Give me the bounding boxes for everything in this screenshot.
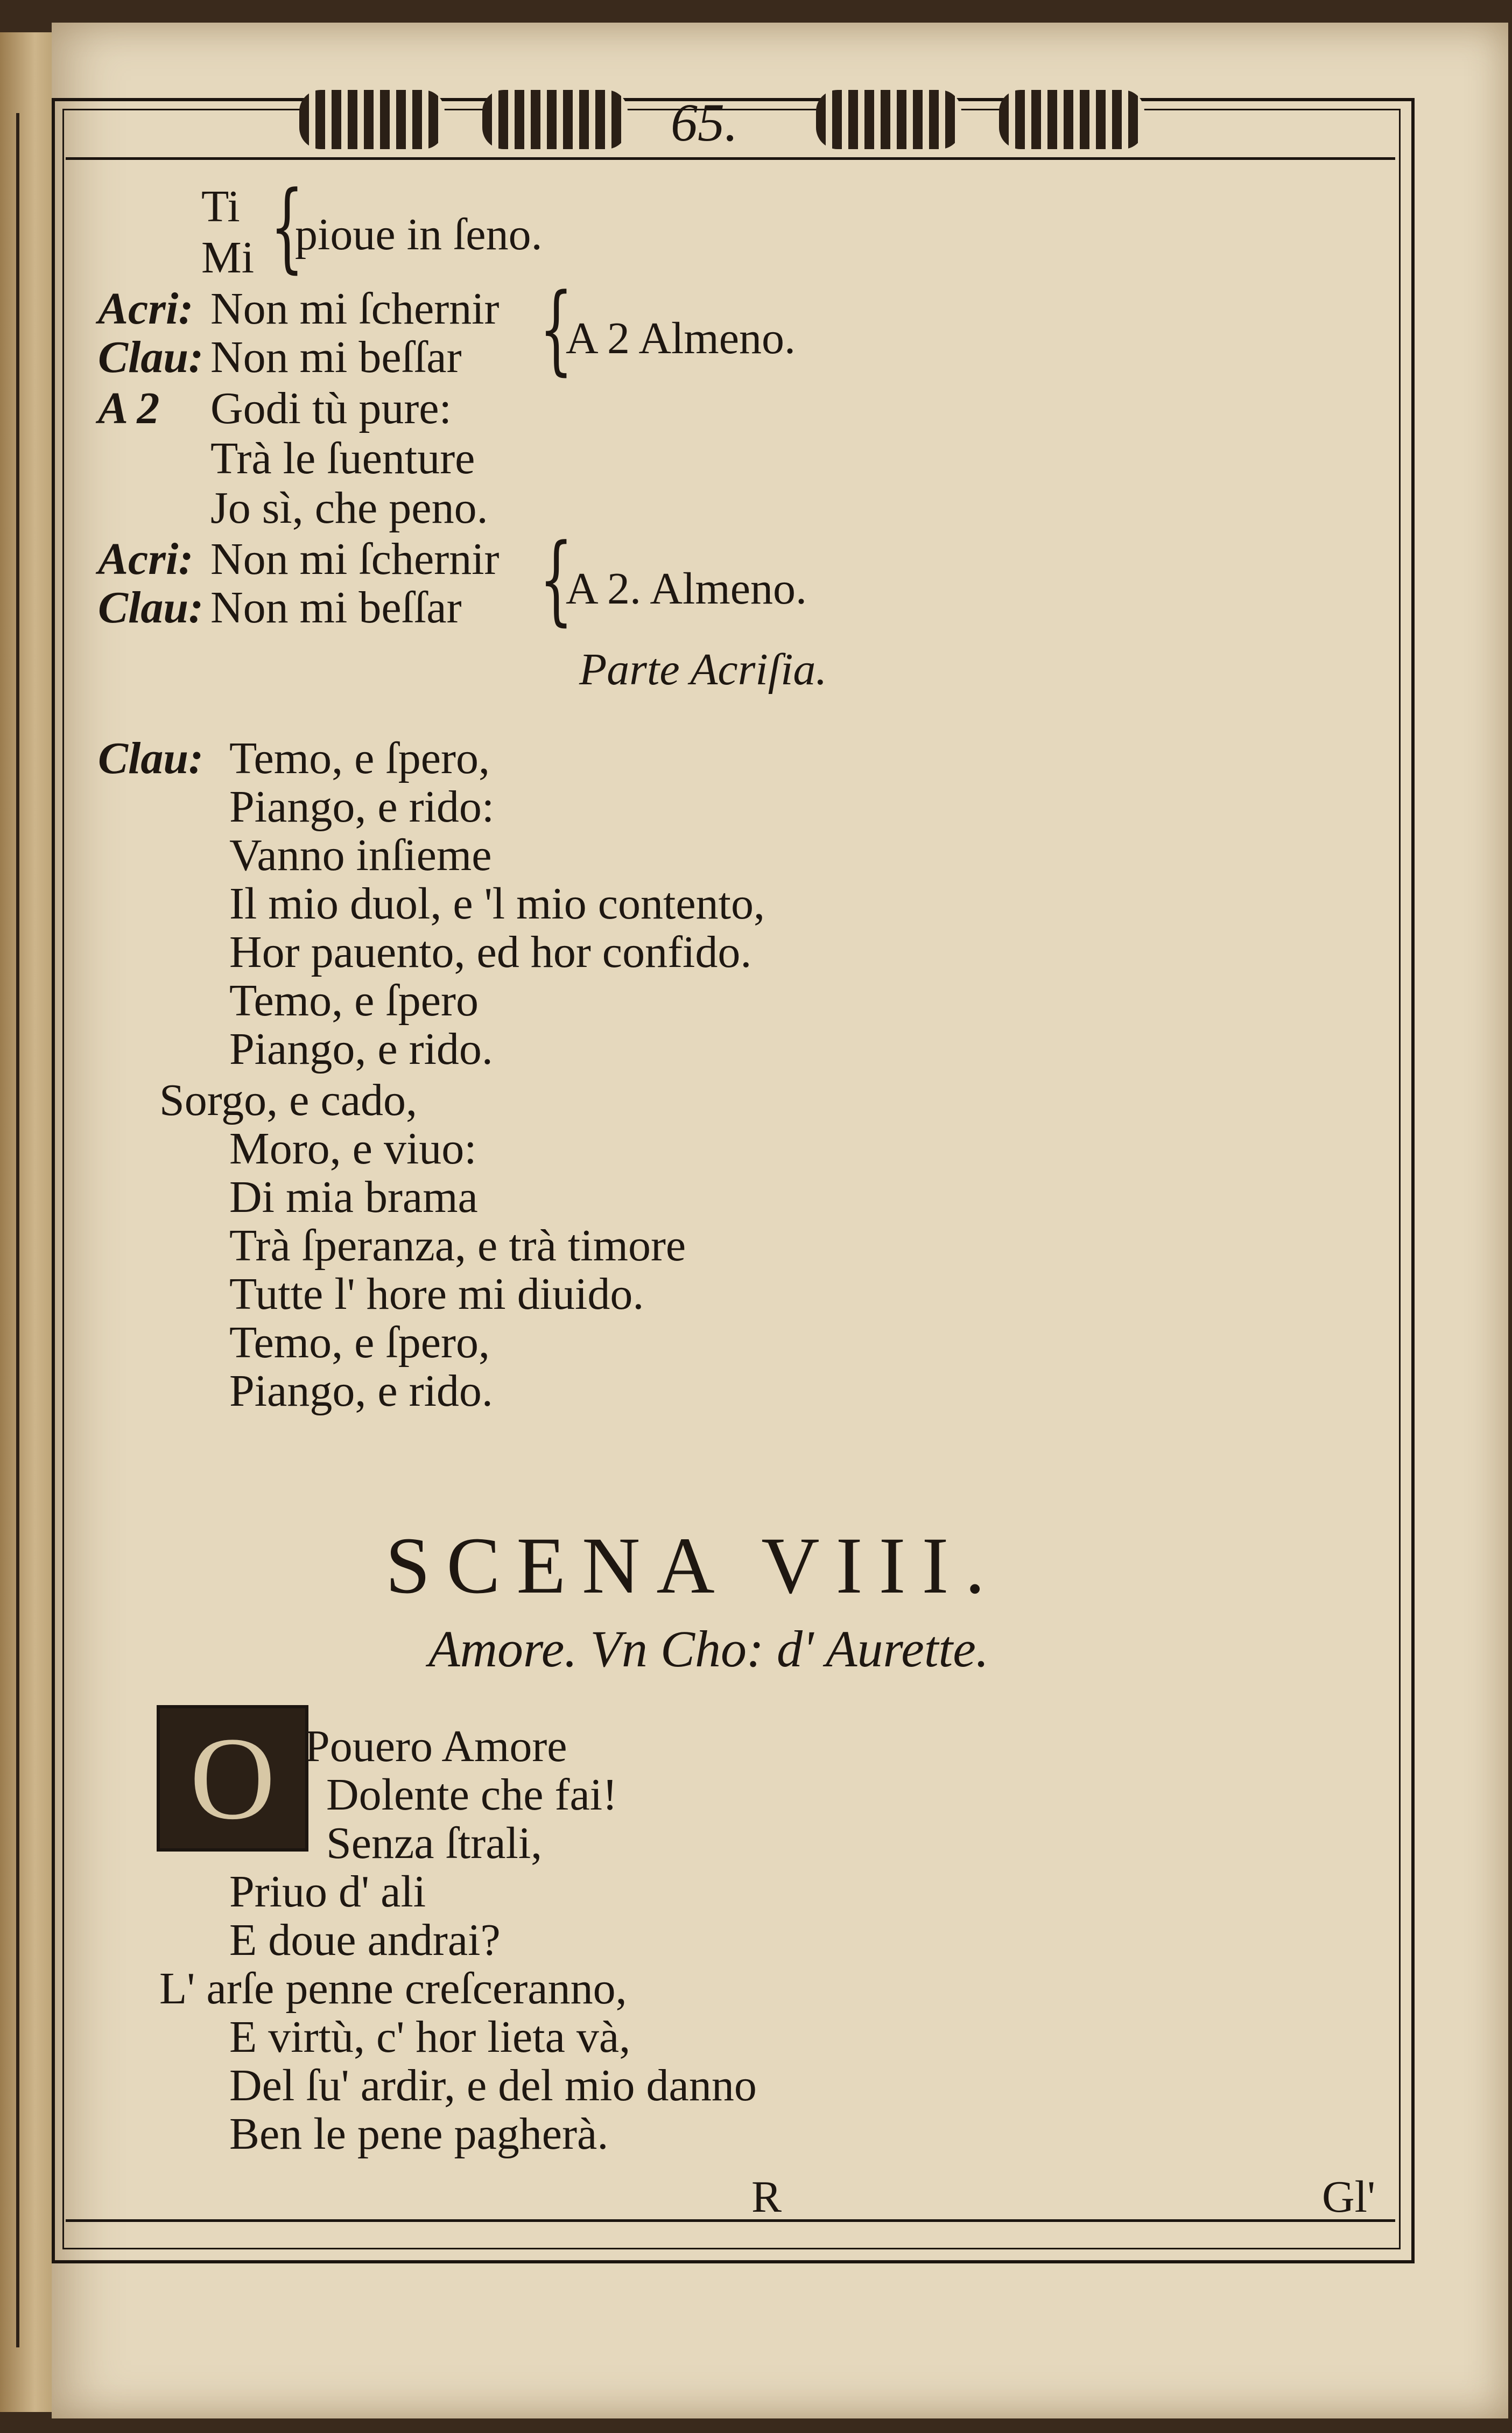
footer-rule [66,2219,1395,2222]
verse-line: Non mi ſchernir [210,534,500,584]
verse-line: E virtù, c' hor lieta và, [229,2012,631,2062]
page-number: 65. [671,93,738,152]
verse-line: pioue in ſeno. [295,209,543,260]
verse-line: Temo, e ſpero [229,976,479,1026]
book-page [52,23,1508,2418]
verse-line: Non mi ſchernir [210,284,500,334]
speaker-label: Acri: [98,284,194,334]
headpiece-ornament-2 [482,90,628,149]
speaker-label: A 2 [98,383,160,433]
headpiece-ornament-4 [999,90,1144,149]
verse-line: Senza ſtrali, [326,1818,543,1868]
brace: { [539,523,573,636]
verse-line: A 2. Almeno. [566,564,807,614]
verse-line: Piango, e rido. [229,1024,493,1074]
headpiece-ornament-1 [299,90,445,149]
verse-line: Il mio duol, e 'l mio contento, [229,879,765,929]
verse-line: Hor pauento, ed hor confido. [229,927,752,977]
stage-direction: Parte Acriſia. [579,644,827,695]
verse-line: Godi tù pure: [210,383,452,433]
decorated-initial [157,1705,308,1852]
brace: { [539,273,573,385]
verse-line: Sorgo, e cado, [159,1075,418,1125]
verse-line: Non mi beſſar [210,332,462,382]
verse-line: Temo, e ſpero, [229,1317,490,1368]
signature-mark: R [751,2172,782,2222]
verse-line: A 2 Almeno. [566,313,796,363]
verse-line: Moro, e viuo: [229,1124,477,1174]
initial-letter: O [189,1713,276,1844]
speaker-label: Clau: [98,332,204,382]
verse-line: Trà le ſuenture [210,433,475,483]
verse-line: Di mia brama [229,1172,478,1222]
speaker-label: Clau: [98,583,204,633]
verse-line: Mi [201,233,255,283]
headpiece-ornament-3 [816,90,961,149]
verse-line: Dolente che fai! [326,1770,618,1820]
verse-line: Non mi beſſar [210,583,462,633]
verse-line: Priuo d' ali [229,1867,426,1917]
verse-line: Ti [201,181,240,232]
brace: { [270,171,304,283]
verse-line: E doue andrai? [229,1915,501,1965]
catchword: Gl' [1322,2172,1376,2222]
verse-line: L' arſe penne creſceranno, [159,1964,627,2014]
verse-line: Ben le pene pagherà. [229,2109,609,2159]
verse-line: Pouero Amore [305,1721,567,1771]
scene-subtitle: Amore. Vn Cho: d' Aurette. [428,1620,989,1678]
facing-page-rule [16,113,19,2347]
verse-line: Trà ſperanza, e trà timore [229,1221,686,1271]
scene-title: SCENA VIII. [385,1521,1001,1610]
verse-line: Piango, e rido. [229,1366,493,1416]
verse-line: Temo, e ſpero, [229,733,490,783]
speaker-label: Acri: [98,534,194,584]
speaker-label: Clau: [98,733,204,783]
verse-line: Piango, e rido: [229,782,495,832]
verse-line: Jo sì, che peno. [210,483,488,533]
verse-line: Tutte l' hore mi diuido. [229,1269,644,1319]
header-rule [66,157,1395,160]
verse-line: Vanno inſieme [229,830,492,880]
verse-line: Del ſu' ardir, e del mio danno [229,2060,757,2111]
